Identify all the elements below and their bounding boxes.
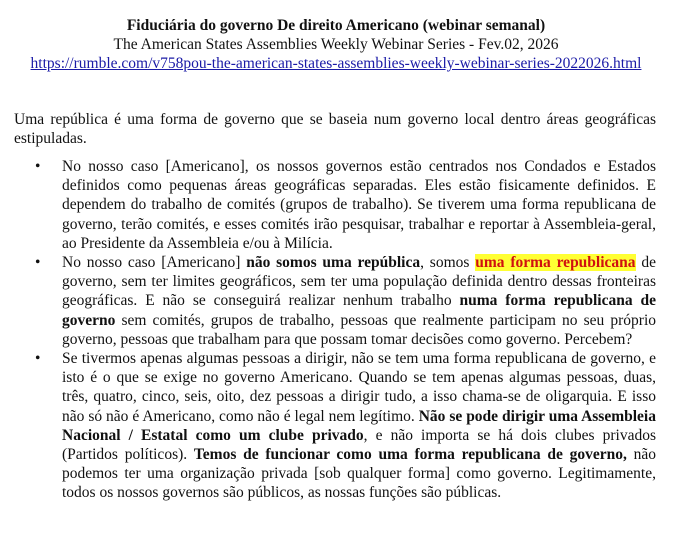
webinar-link[interactable]: https://rumble.com/v758pou-the-american-states-assemblies-weekly-webinar-series-2022026.html [30, 55, 642, 72]
bullet-icon: • [35, 254, 41, 272]
bullet-3-bold-2: Temos de funcionar como uma forma republicana de governo, [193, 446, 627, 464]
intro-paragraph: Uma república é uma forma de governo que se baseia num governo local dentro áreas geográficas estipuladas. [14, 111, 656, 147]
bullet-2-text-2: , somos [420, 254, 476, 272]
bullet-3-text-1: Se tivermos apenas algumas pessoas a dirigir, não se tem uma forma republicana de governo, e isto é o que se exige no governo Americano. Quando se tem apenas algumas pessoas, duas, três, quatro, cinco, seis, oito, dez pessoas a dirigir tudo, a isso chama-se de oligarquia. E isso não só não é Americano, como não é legal nem legítimo. [62, 350, 656, 425]
bullet-2-text-3: de governo, sem ter limites geográficos, sem ter uma população definida dentro dessas fronteiras geográficas. E não se conseguirá realizar nenhum trabalho [62, 254, 656, 310]
bullet-3-text-3: não podemos ter uma organização privada [sob qualquer forma] como governo. Legitimamente, todos os nossos governos são públicos, as nossas funções são públicas. [62, 446, 656, 502]
highlighted-phrase: uma forma republicana [475, 254, 636, 272]
bullet-icon: • [35, 350, 41, 368]
bullet-3-text-2: , e não importa se há dois clubes privados (Partidos políticos). [62, 426, 657, 464]
bullet-2-text-4: sem comités, grupos de trabalho, pessoas que realmente participam no seu próprio governo, pessoas que trabalham para que possam tomar decisões como governo. Percebem? [62, 311, 656, 348]
bullet-1-text: No nosso caso [Americano], os nossos governos estão centrados nos Condados e Estados definidos como pequenas áreas geográficas separadas. Eles estão fisicamente definidos. E dependem do trabalho de comités (grupos de trabalho). Se tiverem uma forma republicana de governo, terão comités, e esses comités irão pesquisar, trabalhar e reportar à Assembleia-geral, ao Presidente da Assembleia e/ou à Milícia. [62, 158, 656, 252]
document-subtitle: The American States Assemblies Weekly Webinar Series - Fev.02, 2026 [113, 36, 559, 53]
bullet-2-bold-1: não somos uma república [246, 254, 421, 272]
bullet-item-2 [14, 253, 656, 349]
bullet-item-1 [14, 157, 656, 253]
document-title: Fiduciária do governo De direito Americano (webinar semanal) [126, 17, 546, 34]
bullet-2-text-1: No nosso caso [Americano] [62, 254, 247, 272]
document-header [0, 16, 672, 73]
bullet-2-bold-2: numa forma republicana de governo [62, 292, 656, 329]
bullet-item-3 [14, 349, 656, 503]
bullet-3-bold-1: Não se pode dirigir uma Assembleia Nacional / Estatal como um clube privado [62, 407, 656, 444]
bullet-icon: • [35, 158, 41, 175]
bullet-list [14, 157, 656, 503]
